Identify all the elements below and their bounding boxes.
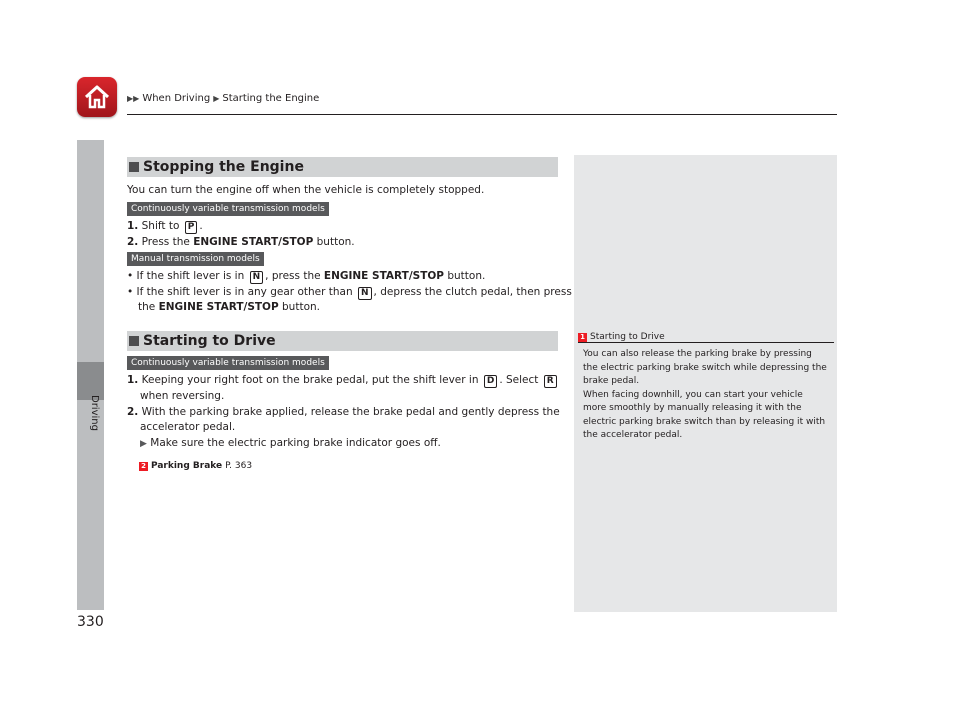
breadcrumb	[127, 93, 319, 104]
home-button[interactable]	[77, 77, 117, 117]
side-note-line: You can also release the parking brake by pressing	[583, 349, 812, 359]
reference-icon: 2	[139, 462, 148, 471]
home-icon	[82, 82, 112, 112]
starting-step-1-cont: when reversing.	[140, 390, 225, 402]
stopping-step-1: 1. Shift to P .	[127, 220, 203, 232]
stopping-bullet-2-cont: the ENGINE START/STOP button.	[138, 301, 320, 313]
key-n: N	[250, 271, 264, 284]
starting-step-1: 1. Keeping your right foot on the brake pedal, put the shift lever in D . Select R	[127, 372, 559, 388]
stopping-intro: You can turn the engine off when the vehicle is completely stopped.	[127, 184, 485, 196]
model-tag-manual: Manual transmission models	[127, 252, 264, 266]
header-divider	[127, 114, 837, 115]
key-n: N	[358, 287, 372, 300]
breadcrumb-arrow-icon: ▶	[213, 94, 220, 103]
section-title: Starting to Drive	[143, 333, 276, 349]
section-square-icon	[129, 336, 139, 346]
section-header-stopping	[127, 157, 558, 177]
starting-step-2-cont: accelerator pedal.	[140, 421, 236, 433]
side-note-title: 1 Starting to Drive	[578, 332, 665, 342]
chapter-tab-label: Driving	[89, 395, 100, 431]
ref-link-parking-brake[interactable]: 2 Parking Brake P. 363	[139, 461, 252, 471]
note-icon: 1	[578, 333, 587, 342]
sub-arrow-icon: ▶	[140, 439, 147, 449]
key-r: R	[544, 375, 557, 388]
side-note-divider	[578, 342, 834, 343]
stopping-step-2: 2. Press the ENGINE START/STOP button.	[127, 236, 355, 248]
stopping-bullet-1: • If the shift lever is in N , press the ENGINE START/STOP button.	[127, 270, 486, 282]
side-note-line: electric parking brake switch than by releasing it with	[583, 416, 826, 427]
starting-step-2: 2. With the parking brake applied, release the brake pedal and gently depress the	[127, 406, 560, 418]
section-title: Stopping the Engine	[143, 159, 304, 175]
model-tag-cvt: Continuously variable transmission models	[127, 356, 329, 370]
starting-sub-note: ▶ Make sure the electric parking brake indicator goes off.	[140, 437, 441, 449]
breadcrumb-item-starting-engine[interactable]: Starting the Engine	[222, 93, 320, 104]
key-d: D	[484, 375, 497, 388]
model-tag-cvt: Continuously variable transmission models	[127, 202, 329, 216]
side-note-line: the electric parking brake switch while depressing the	[583, 362, 827, 373]
side-note-line: the accelerator pedal.	[583, 430, 683, 440]
breadcrumb-arrow-icon: ▶▶	[127, 94, 140, 103]
side-note-line: more smoothly by manually releasing it with the	[583, 403, 802, 413]
side-note-line: When facing downhill, you can start your vehicle	[583, 389, 803, 400]
breadcrumb-item-when-driving[interactable]: When Driving	[142, 93, 211, 104]
side-note-text	[583, 348, 831, 443]
side-note-line: brake pedal.	[583, 376, 640, 386]
section-square-icon	[129, 162, 139, 172]
page-number: 330	[77, 614, 104, 630]
section-header-starting	[127, 331, 558, 351]
key-p: P	[185, 221, 198, 234]
stopping-bullet-2: • If the shift lever is in any gear other than N , depress the clutch pedal, then press	[127, 286, 572, 298]
